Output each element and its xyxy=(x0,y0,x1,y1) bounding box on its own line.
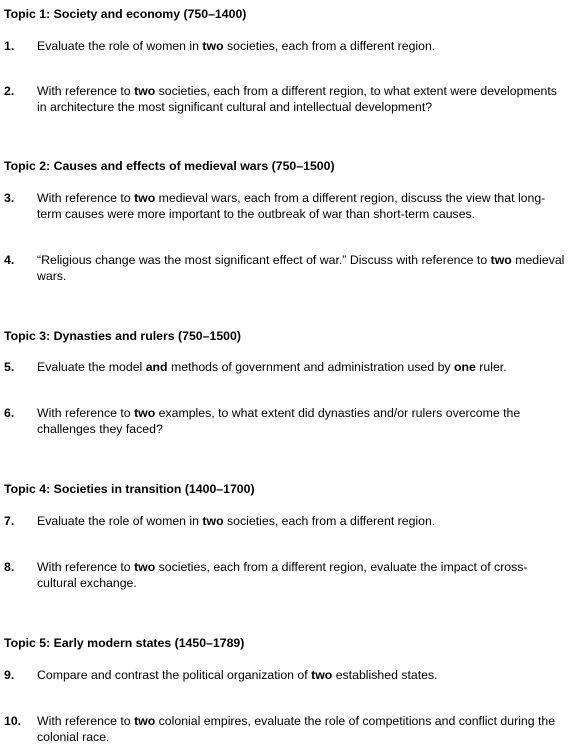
question-text xyxy=(37,667,565,683)
emphasis-text: two xyxy=(134,714,156,728)
text-segment: Evaluate the model xyxy=(37,360,146,374)
topic-heading: Topic 3: Dynasties and rulers (750–1500) xyxy=(4,329,241,343)
text-segment: established states. xyxy=(332,668,438,682)
question-text xyxy=(37,252,565,284)
question-number: 3. xyxy=(4,191,15,205)
emphasis-text: two xyxy=(202,39,224,53)
emphasis-text: two xyxy=(311,668,333,682)
text-segment: With reference to xyxy=(37,714,135,728)
text-segment: ruler. xyxy=(475,360,507,374)
text-segment: colonial empires, evaluate the role of competitions and conflict during the colonial race. xyxy=(37,714,556,744)
topic-heading: Topic 2: Causes and effects of medieval wars (750–1500) xyxy=(4,159,335,173)
emphasis-text: two xyxy=(134,560,156,574)
topic-heading: Topic 4: Societies in transition (1400–1700) xyxy=(4,482,255,496)
question-number: 7. xyxy=(4,514,15,528)
text-segment: methods of government and administration used by xyxy=(167,360,454,374)
text-segment: societies, each from a different region, evaluate the impact of cross-cultural exchange. xyxy=(37,560,528,590)
text-segment: Compare and contrast the political organization of xyxy=(37,668,312,682)
question-text xyxy=(37,559,565,591)
text-segment: societies, each from a different region, to what extent were developments in architecture the most significant cultural and intellectual development? xyxy=(37,84,557,114)
text-segment: societies, each from a different region. xyxy=(223,39,436,53)
text-segment: Evaluate the role of women in xyxy=(37,514,203,528)
question-text xyxy=(37,405,565,437)
emphasis-text: two xyxy=(134,406,156,420)
topic-heading: Topic 5: Early modern states (1450–1789) xyxy=(4,636,245,650)
question-number: 9. xyxy=(4,668,15,682)
question-text xyxy=(37,38,565,54)
text-segment: societies, each from a different region. xyxy=(223,514,436,528)
text-segment: With reference to xyxy=(37,560,135,574)
text-segment: medieval wars, each from a different region, discuss the view that long-term causes were more important to the outbreak of war than short-term causes. xyxy=(37,191,546,221)
emphasis-text: one xyxy=(454,360,476,374)
question-number: 6. xyxy=(4,406,15,420)
question-text xyxy=(37,713,565,745)
question-number: 4. xyxy=(4,253,15,267)
emphasis-text: two xyxy=(490,253,512,267)
emphasis-text: two xyxy=(202,514,224,528)
text-segment: medieval wars. xyxy=(37,253,565,283)
question-number: 8. xyxy=(4,560,15,574)
emphasis-text: and xyxy=(145,360,168,374)
text-segment: Evaluate the role of women in xyxy=(37,39,203,53)
emphasis-text: two xyxy=(134,84,156,98)
topic-heading: Topic 1: Society and economy (750–1400) xyxy=(4,7,247,21)
emphasis-text: two xyxy=(134,191,156,205)
text-segment: With reference to xyxy=(37,191,135,205)
text-segment: examples, to what extent did dynasties and/or rulers overcome the challenges they faced? xyxy=(37,406,521,436)
question-number: 1. xyxy=(4,39,15,53)
question-number: 2. xyxy=(4,84,15,98)
text-segment: With reference to xyxy=(37,84,135,98)
question-number: 5. xyxy=(4,360,15,374)
text-segment: With reference to xyxy=(37,406,135,420)
question-number: 10. xyxy=(4,714,22,728)
question-text xyxy=(37,513,565,529)
question-text xyxy=(37,83,565,115)
question-text xyxy=(37,359,565,375)
question-text xyxy=(37,190,565,222)
text-segment: “Religious change was the most significant effect of war.” Discuss with reference to xyxy=(37,253,491,267)
